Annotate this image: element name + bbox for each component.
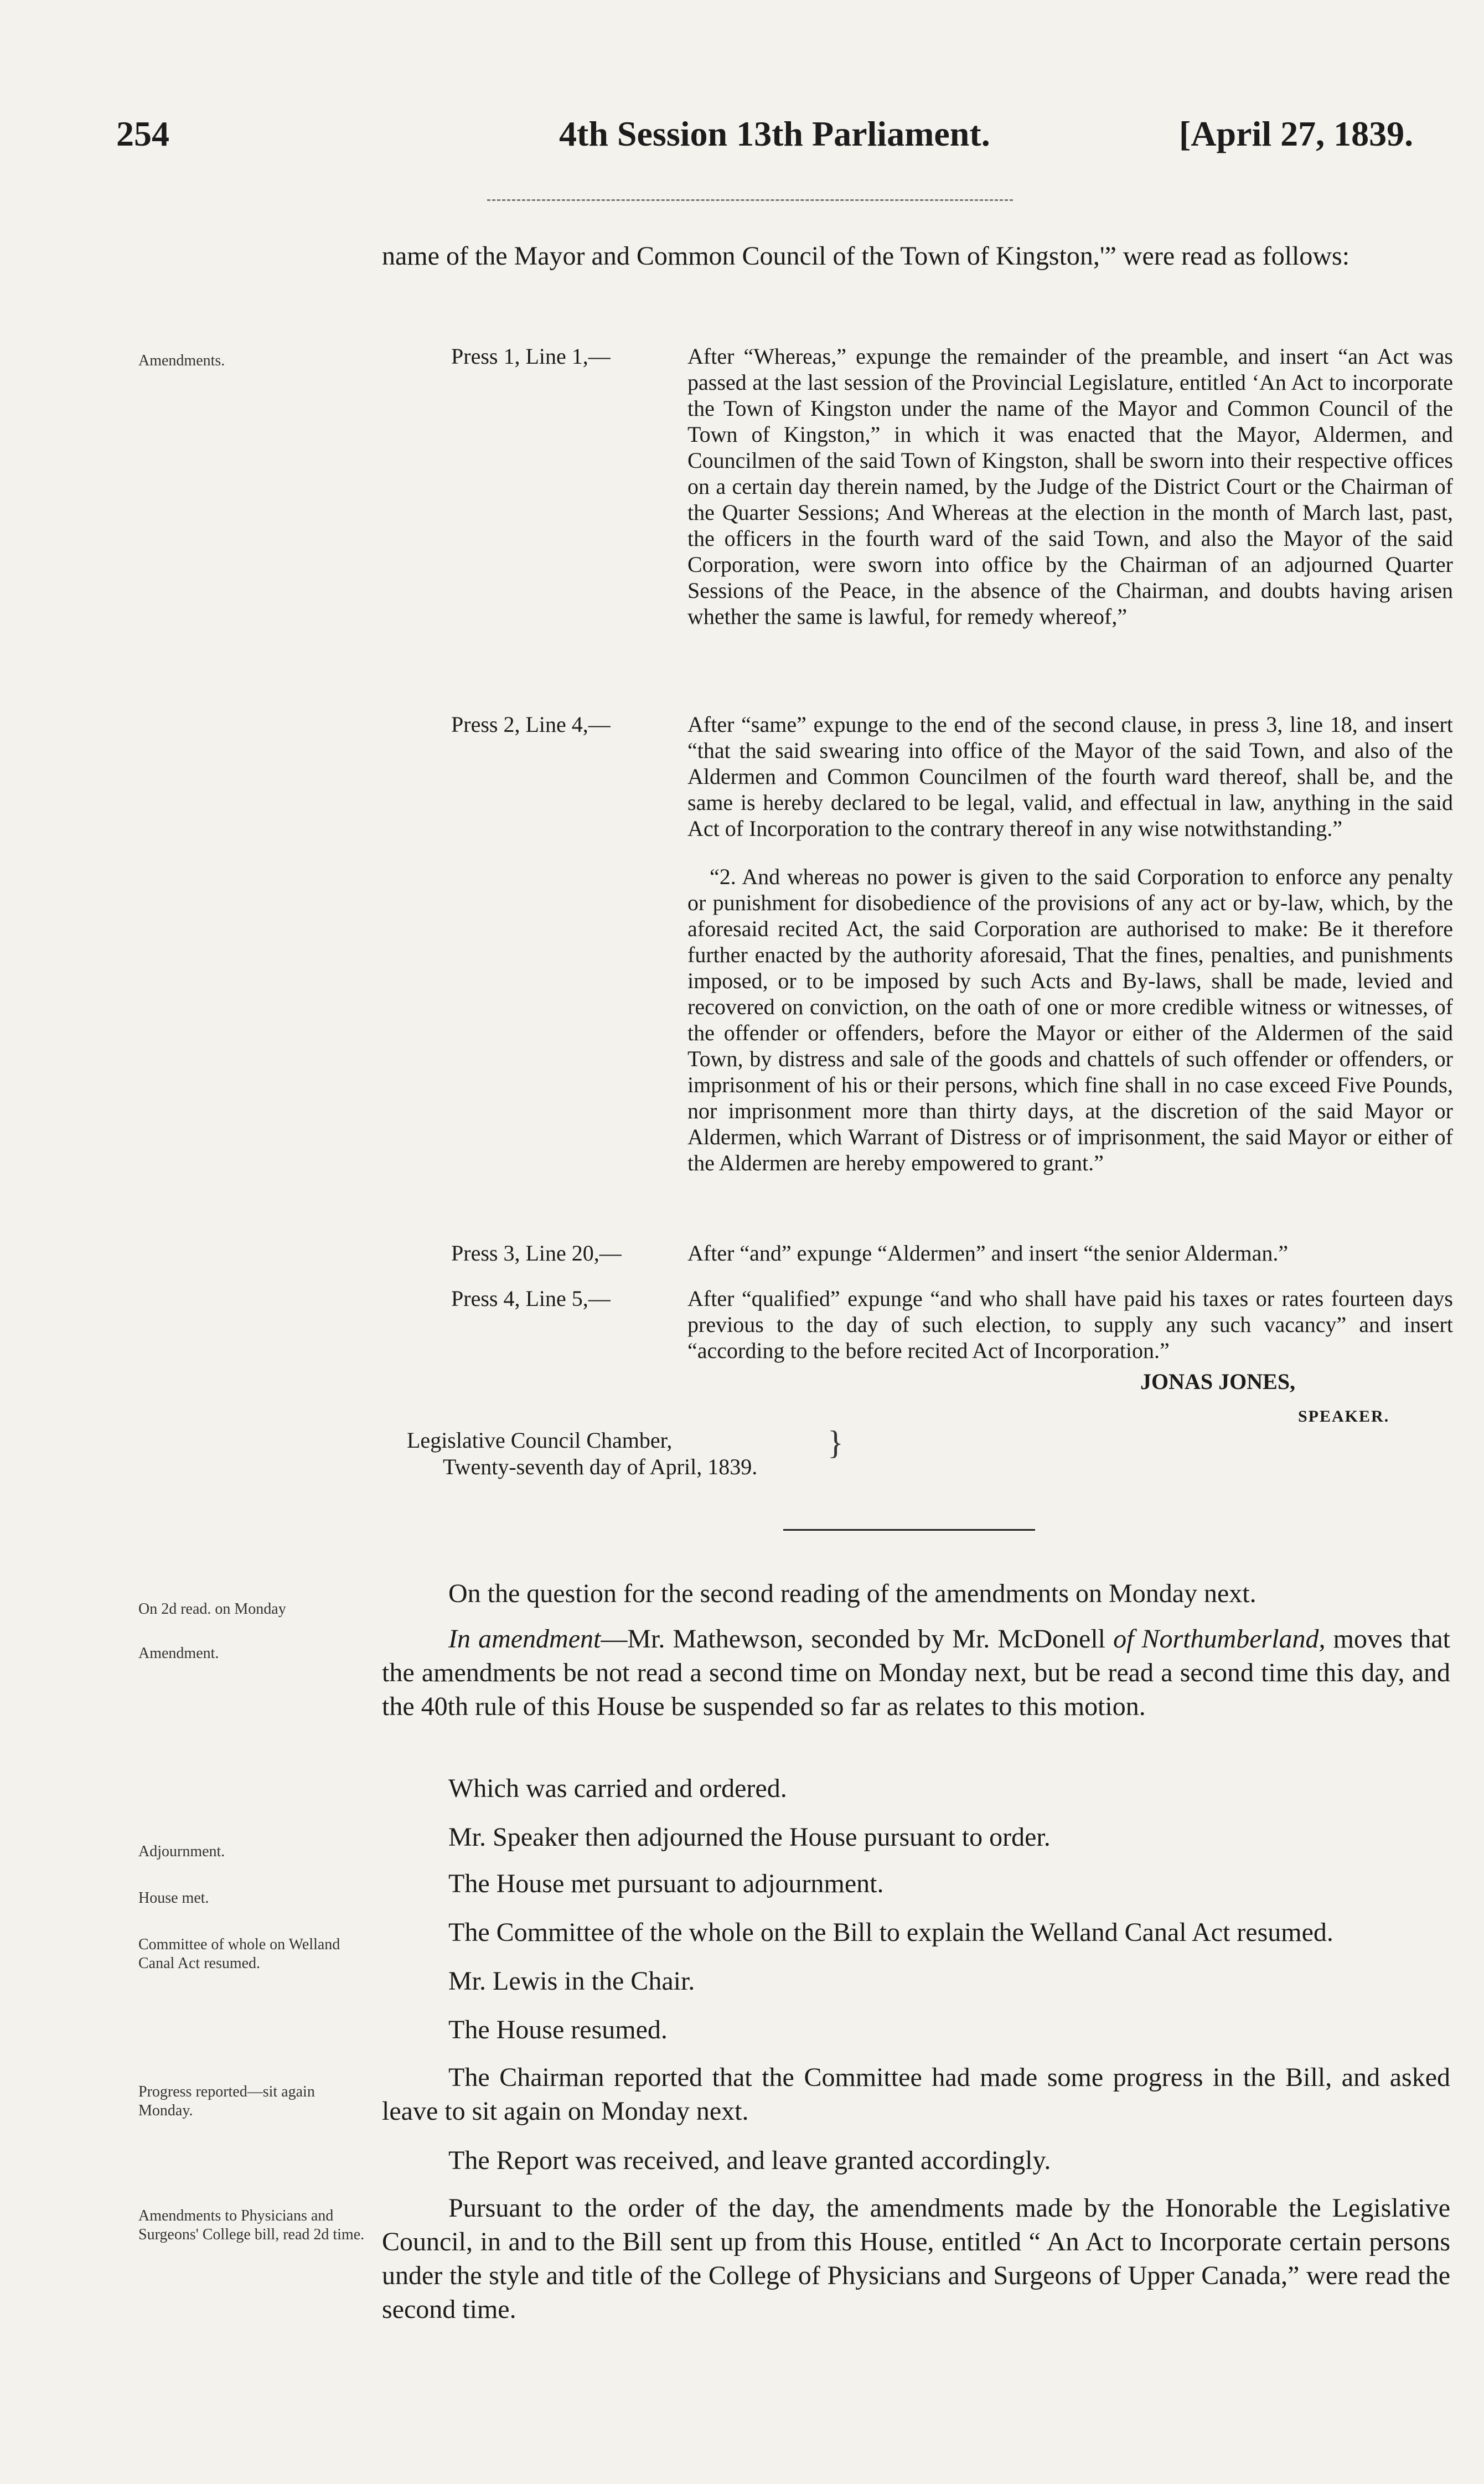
brace-mark: } bbox=[828, 1424, 844, 1461]
header-date: [April 27, 1839. bbox=[1179, 114, 1414, 153]
amendment-text: “2. And whereas no power is given to the said Corporation to enforce any penalty or punishment for disobedience of the provisions of any act or by-law, which, by the aforesaid recited Act, the said Corporation are authorised to make: Be it therefore further enacted by the authority aforesaid, That the fines, penalties, and punishments imposed, or to be imposed by such Acts and By-laws, shall be made, levied and recovered on conviction, on the oath of one or more credible witness or witnesses, of the offender or offenders, before the Mayor or either of the Aldermen of the said Town, by distress and sale of the goods and chattels of such offender or offenders, or imprisonment of his or their persons, which fine shall in no case exceed Five Pounds, nor imprisonment more than thirty days, at the discretion of the said Mayor or Aldermen, which Warrant of Distress or of imprisonment, the said Mayor or either of the Aldermen are hereby empowered to grant.” bbox=[687, 864, 1453, 1175]
amendment-mover: —Mr. Mathewson, seconded by Mr. McDonell bbox=[601, 1624, 1114, 1654]
carried-paragraph: Which was carried and ordered. bbox=[448, 1774, 787, 1803]
section-rule bbox=[783, 1529, 1035, 1531]
received-paragraph: The Report was received, and leave granted accordingly. bbox=[448, 2146, 1051, 2175]
amendment-label: Press 4, Line 5,— bbox=[451, 1286, 611, 1311]
amendment-lead: In amendment bbox=[448, 1624, 601, 1654]
date-line: Twenty-seventh day of April, 1839. bbox=[443, 1454, 758, 1479]
pursuant-paragraph: Pursuant to the order of the day, the amendments made by the Honorable the Legislative Council, in and to the Bill sent up from this House, entitled “ An Act to Incorporate certain persons under the style and title of the College of Physicians and Surgeons of Upper Canada,” were read the second time. bbox=[382, 2193, 1450, 2324]
reported-paragraph: The Chairman reported that the Committee had made some progress in the Bill, and asked leave to sit again on Monday next. bbox=[382, 2063, 1450, 2126]
signature-name: JONAS JONES, bbox=[1140, 1369, 1296, 1394]
signature-title: SPEAKER. bbox=[1298, 1407, 1390, 1426]
resumed-paragraph: The House resumed. bbox=[448, 2015, 668, 2044]
house-met-paragraph: The House met pursuant to adjournment. bbox=[448, 1869, 884, 1898]
intro-paragraph: name of the Mayor and Common Council of the Town of Kingston,'” were read as follows: bbox=[382, 241, 1350, 271]
margin-note-progress: Progress reported—sit again Monday. bbox=[138, 2083, 315, 2119]
committee-paragraph: The Committee of the whole on the Bill to explain the Welland Canal Act resumed. bbox=[448, 1918, 1333, 1947]
page-header bbox=[116, 113, 1456, 163]
chair-paragraph: Mr. Lewis in the Chair. bbox=[448, 1966, 695, 1996]
amendment-text: After “Whereas,” expunge the remainder of the preamble, and insert “an Act was passed at the last session of the Provincial Legislature, entitled ‘An Act to incorporate the Town of Kingston under the name of the Mayor and Common Council of the Town of Kingston,” in which it was enacted that the Mayor, Aldermen, and Councilmen of the said Town of Kingston, shall be sworn into their respective offices on a certain day therein named, by the Judge of the District Court or the Chairman of the Quarter Sessions; And Whereas at the election in the month of March last, past, the officers in the fourth ward of the said Town, and also the Mayor of the said Corporation, were sworn into office by the Chairman of an adjourned Quarter Sessions of the Peace, in the absence of the Chairman, and doubts having arisen whether the same is lawful, for remedy whereof,” bbox=[687, 344, 1453, 629]
place-date bbox=[407, 1427, 757, 1480]
margin-note-house-met: House met. bbox=[138, 1889, 209, 1907]
page-number: 254 bbox=[116, 114, 169, 153]
margin-note-second-read: On 2d read. on Monday bbox=[138, 1600, 286, 1618]
margin-note-amendment: Amendment. bbox=[138, 1645, 219, 1662]
margin-note-physicians: Amendments to Physicians and Surgeons' College bill, read 2d time. bbox=[138, 2207, 365, 2243]
amendment-label: Press 1, Line 1,— bbox=[451, 344, 611, 369]
amendment-rest: moves that the amendments be not read a second time on Monday next, but be read a second time this day, and the 40th rule of this House be suspended so far as relates to this motion. bbox=[382, 1624, 1450, 1721]
session-title: 4th Session 13th Parliament. bbox=[559, 114, 990, 153]
place-line: Legislative Council Chamber, bbox=[407, 1428, 673, 1453]
amendment-place: Northumberland, bbox=[1141, 1624, 1326, 1654]
amendment-text: After “same” expunge to the end of the second clause, in press 3, line 18, and insert “that the said swearing into office of the Mayor of the said Town, and also of the Aldermen and Common Councilmen of the fourth ward thereof, shall be, and the same is hereby declared to be legal, valid, and effectual in law, anything in the said Act of Incorporation to the contrary thereof in any wise notwithstanding.” bbox=[687, 712, 1453, 841]
margin-note-adjournment: Adjournment. bbox=[138, 1843, 225, 1860]
second-reading-paragraph: On the question for the second reading of the amendments on Monday next. bbox=[448, 1579, 1257, 1608]
amendment-text: After “and” expunge “Aldermen” and insert “the senior Alderman.” bbox=[687, 1241, 1289, 1266]
amendment-text: After “qualified” expunge “and who shall have paid his taxes or rates fourteen days previous to the day of such election, to supply any such vacancy” and insert “according to the before recited Act of Incorporation.” bbox=[687, 1286, 1453, 1363]
margin-note-amendments: Amendments. bbox=[138, 352, 225, 369]
header-rule bbox=[487, 199, 1013, 201]
amendment-label: Press 2, Line 4,— bbox=[451, 712, 611, 737]
margin-note-committee: Committee of whole on Welland Canal Act resumed. bbox=[138, 1936, 340, 1972]
adjourned-paragraph: Mr. Speaker then adjourned the House pursuant to order. bbox=[448, 1822, 1051, 1852]
amendment-label: Press 3, Line 20,— bbox=[451, 1241, 622, 1266]
amendment-motion-paragraph bbox=[382, 1622, 1450, 1723]
amendment-of: of bbox=[1113, 1624, 1134, 1654]
